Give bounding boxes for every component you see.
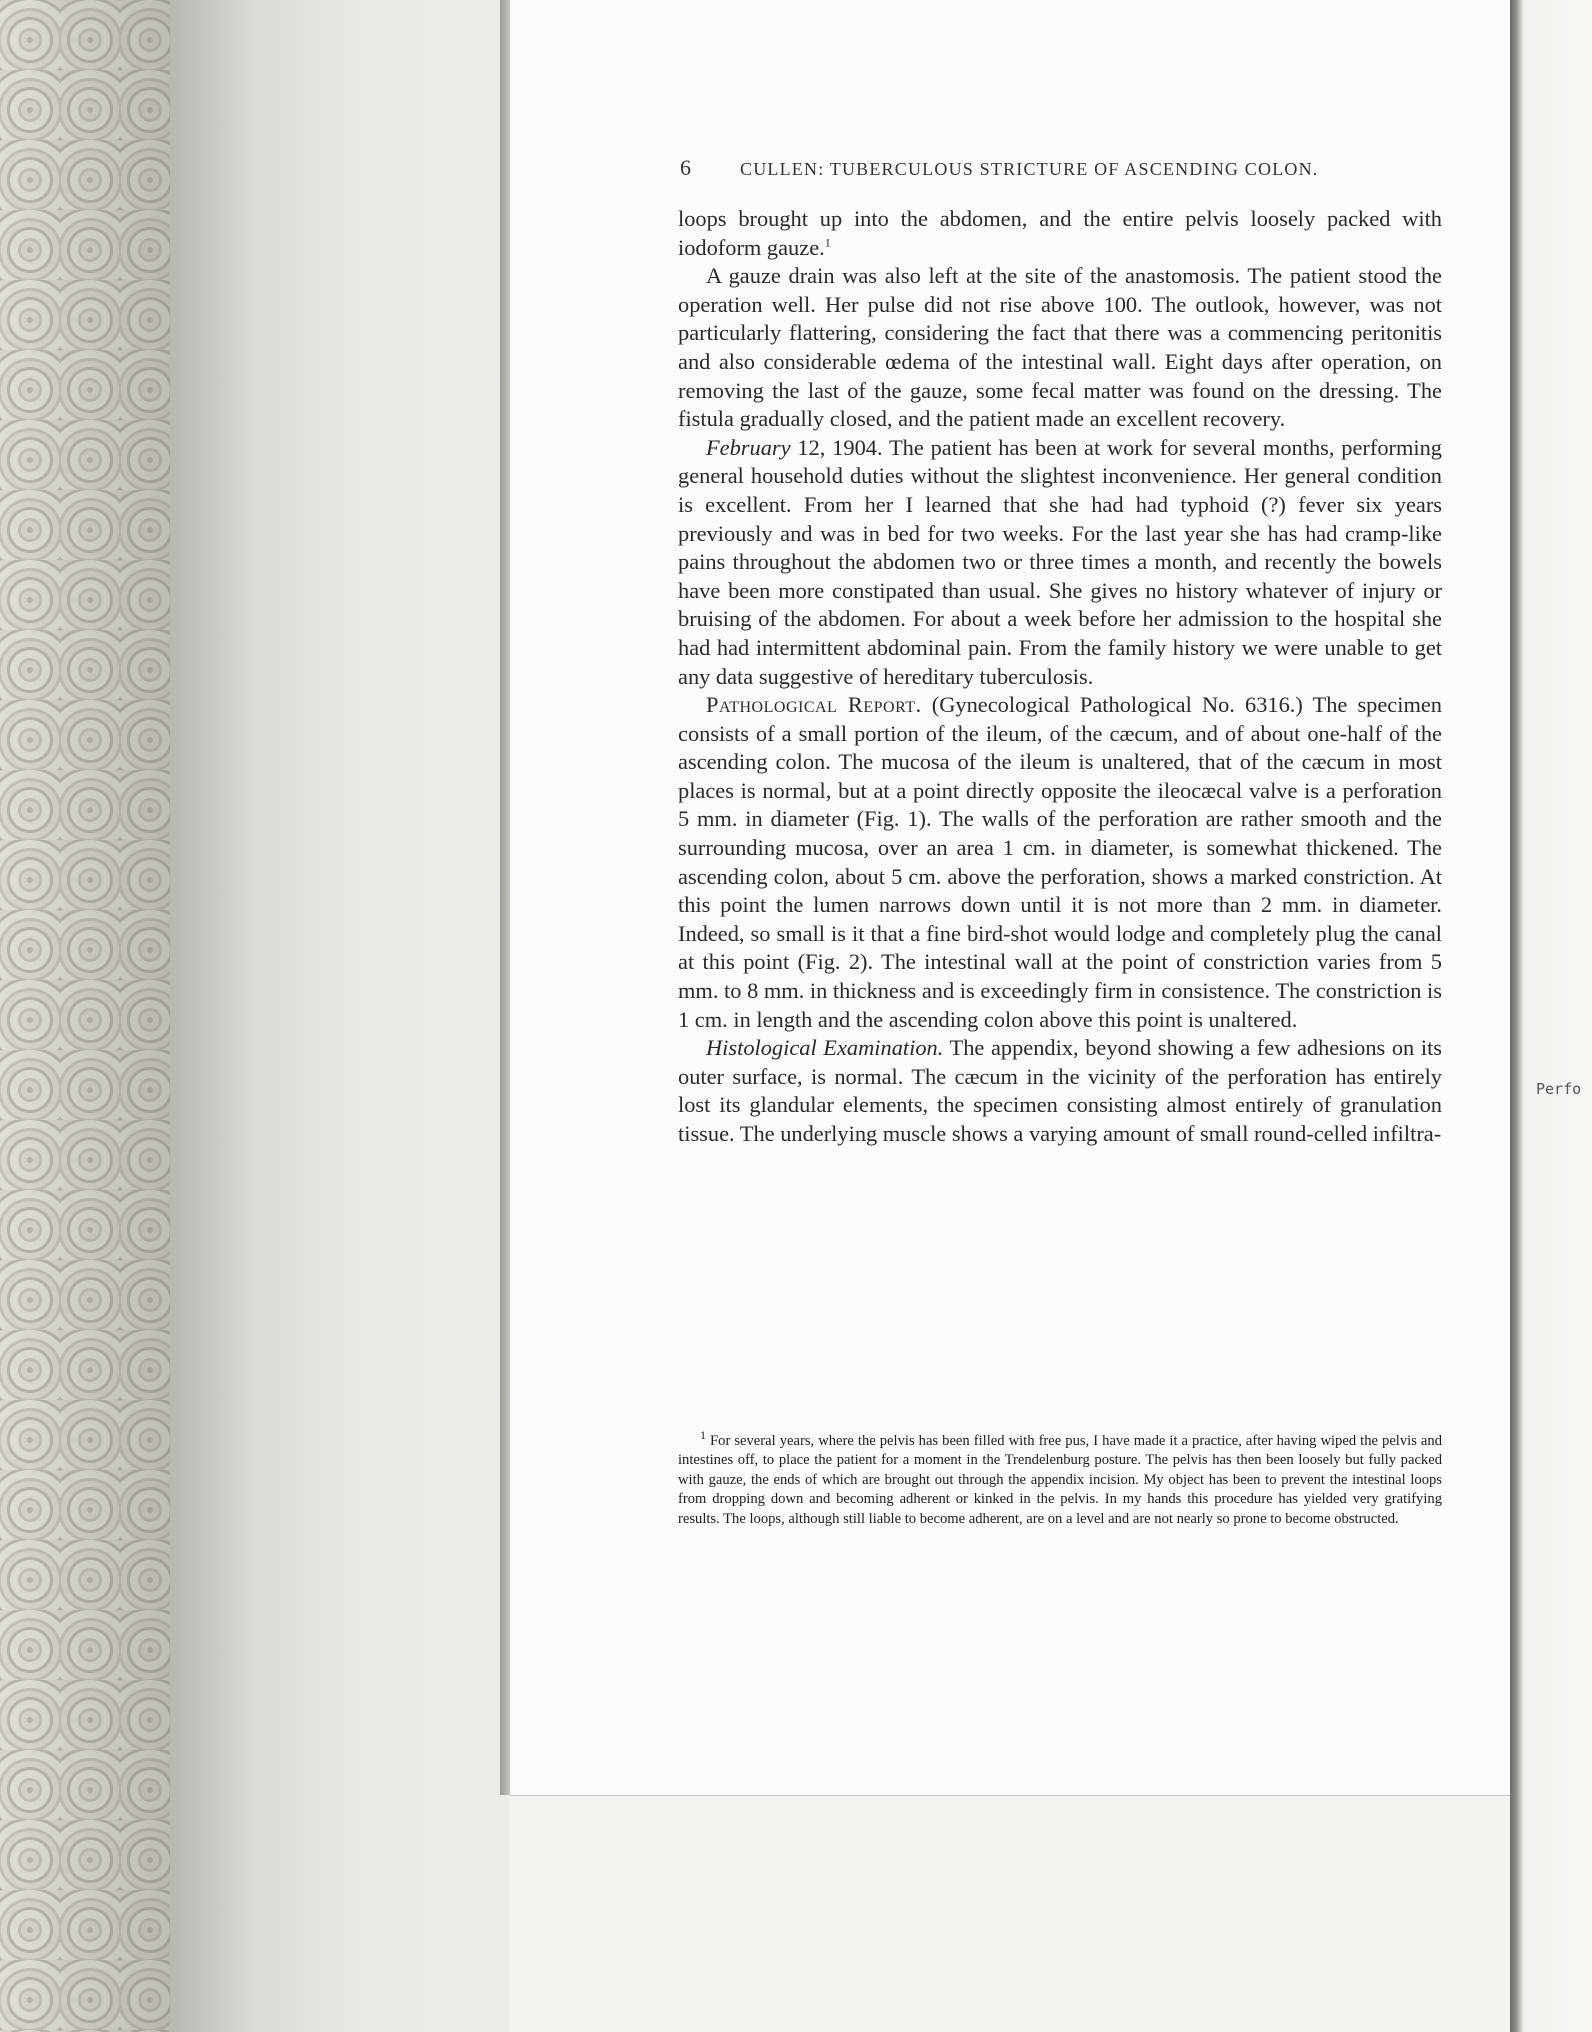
book-gutter bbox=[170, 0, 510, 2032]
running-head bbox=[680, 155, 1415, 181]
paragraph-1 bbox=[678, 205, 1442, 262]
paragraph-4 bbox=[678, 691, 1442, 1034]
footnote-ref: 1 bbox=[824, 235, 831, 250]
paragraph-4-text: (Gynecological Pathological No. 6316.) The specimen consists of a small portion of the ileum, of the cæcum, and of about one-half of the ascending colon. The mucosa of the ileum is unaltered, that of the cæcum in most places is normal, but at a point directly opposite the ileocæcal valve is a perforation 5 mm. in diameter (Fig. 1). The walls of the perforation are rather smooth and the surrounding mucosa, over an area 1 cm. in diameter, is somewhat thickened. The ascending colon, about 5 cm. above the perforation, shows a marked constriction. At this point the lumen narrows down until it is not more than 2 mm. in diameter. Indeed, so small is it that a fine bird-shot would lodge and completely plug the canal at this point (Fig. 2). The intestinal wall at the point of constriction varies from 5 mm. to 8 mm. in thickness and is exceedingly firm in consistence. The constriction is 1 cm. in length and the ascending colon above this point is unaltered. bbox=[678, 692, 1443, 1032]
page-number: 6 bbox=[680, 155, 691, 180]
footnote-body: For several years, where the pelvis has been filled with free pus, I have made it a practice, after having wiped the pelvis and intestines off, to place the patient for a moment in the Trendelenburg posture. The pelvis has then been loosely but fully packed with gauze, the ends of which are brought out through the appendix incision. My object has been to prevent the intestinal loops from dropping down and becoming adherent or kinked in the pelvis. In my hands this procedure has yielded very gratifying results. The loops, although still liable to become adherent, are on a level and are not nearly so prone to become obstructed. bbox=[678, 1433, 1442, 1527]
adjacent-page-fragment: Perfo bbox=[1536, 1080, 1582, 1098]
paragraph-2: A gauze drain was also left at the site of the anastomosis. The patient stood the operation well. Her pulse did not rise above 100. The outlook, however, was not particularly flattering, considering the fact that there was a commencing peritonitis and also considerable œdema of the intestinal wall. Eight days after operation, on removing the last of the gauze, some fecal matter was found on the dressing. The fistula gradually closed, and the patient made an excellent recovery. bbox=[678, 263, 1442, 432]
paragraph-5-text: The appendix, beyond showing a few adhesions on its outer surface, is normal. The cæcum in the vicinity of the perforation has entirely lost its glandular elements, the specimen consisting almost entirely of granulation tissue. The underlying muscle shows a varying amount of small round-celled infiltra- bbox=[678, 1035, 1443, 1146]
paragraph-5 bbox=[678, 1034, 1442, 1148]
marbled-endpaper bbox=[0, 0, 171, 2032]
running-title: CULLEN: TUBERCULOUS STRICTURE OF ASCENDING COLON. bbox=[740, 159, 1319, 179]
section-lead-histological: Histological Examination. bbox=[706, 1035, 944, 1061]
section-lead-pathological: Pathological Report. bbox=[706, 692, 922, 718]
footnote bbox=[678, 1428, 1442, 1529]
footnote-marker: 1 bbox=[700, 1428, 706, 1443]
paragraph-3-text: 12, 1904. The patient has been at work for several months, performing general household duties without the slightest inconvenience. Her general condition is excellent. From her I learned that she had had typhoid (?) fever six years previously and was in bed for two weeks. For the last year she has had cramp-like pains throughout the abdomen two or three times a month, and recently the bowels have been more constipated than usual. She gives no history whatever of injury or bruising of the abdomen. For about a week before her admission to the hospital she had had intermittent abdominal pain. From the family history we were unable to get any data suggestive of hereditary tuberculosis. bbox=[678, 434, 1442, 689]
date-lead: February bbox=[706, 434, 791, 460]
body-text bbox=[678, 205, 1442, 1149]
paragraph-1-text: loops brought up into the abdomen, and the entire pelvis loosely packed with iodoform gauze. bbox=[678, 206, 1442, 260]
adjacent-page-edge bbox=[1510, 0, 1592, 2032]
footnote-text bbox=[678, 1428, 1442, 1529]
paragraph-3 bbox=[678, 434, 1442, 691]
